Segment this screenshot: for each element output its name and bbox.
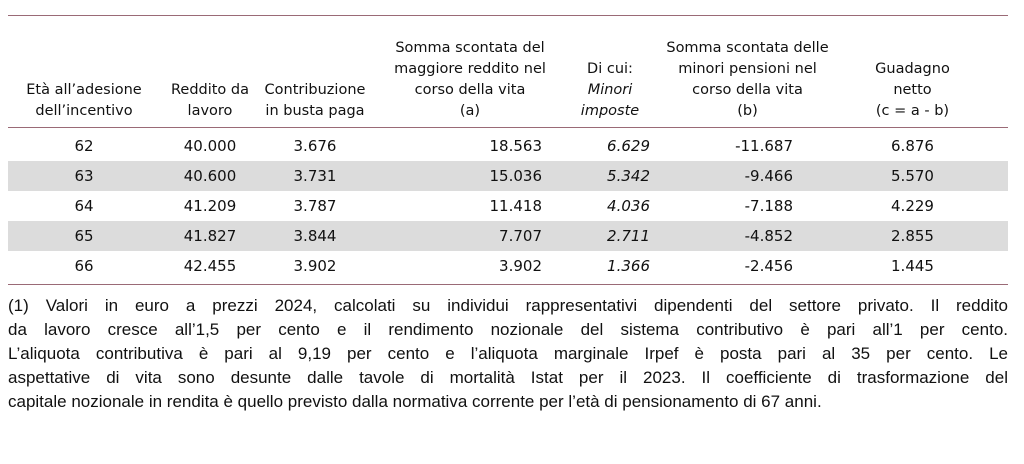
- cell-reddito: 42.455: [183, 257, 237, 275]
- cell-reddito: 41.827: [183, 227, 237, 245]
- cell-somma-b: -2.456: [744, 257, 793, 275]
- cell-reddito: 41.209: [183, 197, 237, 215]
- table-header-rule: [8, 127, 1008, 128]
- table-row: [8, 161, 1008, 191]
- table-bottom-rule: [8, 284, 1008, 285]
- cell-reddito: 40.000: [183, 137, 237, 155]
- footnote-line: L’aliquota contributiva è pari al 9,19 per cento e l’aliquota marginale Irpef è posta pari al 35 per cento. Le: [8, 344, 1008, 363]
- cell-minori-imposte: 2.711: [607, 227, 650, 245]
- cell-somma-a: 3.902: [499, 257, 542, 275]
- header-reddito: Reddito da lavoro: [170, 82, 250, 119]
- cell-minori-imposte: 5.342: [607, 167, 650, 185]
- cell-contribuzione: 3.787: [293, 197, 337, 215]
- cell-contribuzione: 3.731: [293, 167, 337, 185]
- table-row: [8, 251, 1008, 281]
- table-body: [8, 131, 1008, 281]
- cell-minori-imposte: 1.366: [607, 257, 650, 275]
- cell-somma-a: 18.563: [489, 137, 542, 155]
- table-row: [8, 221, 1008, 251]
- cell-guadagno: 6.876: [891, 137, 934, 155]
- cell-minori-imposte: 6.629: [607, 137, 650, 155]
- cell-somma-a: 15.036: [489, 167, 542, 185]
- cell-somma-b: -9.466: [744, 167, 793, 185]
- cell-guadagno: 1.445: [891, 257, 934, 275]
- footnote-line: aspettative di vita sono desunte dalle tavole di mortalità Istat per il 2023. Il coefficiente di trasformazione del: [8, 368, 1008, 387]
- cell-somma-b: -11.687: [735, 137, 793, 155]
- footnote: [8, 294, 1008, 414]
- cell-somma-b: -4.852: [744, 227, 793, 245]
- cell-guadagno: 2.855: [891, 227, 934, 245]
- cell-contribuzione: 3.902: [293, 257, 337, 275]
- header-somma-a: Somma scontata del maggiore reddito nel corso della vita (a): [394, 40, 546, 119]
- table-header: [8, 16, 1008, 127]
- table-row: [8, 131, 1008, 161]
- cell-contribuzione: 3.844: [293, 227, 337, 245]
- cell-reddito: 40.600: [183, 167, 237, 185]
- cell-guadagno: 5.570: [891, 167, 934, 185]
- cell-somma-a: 11.418: [489, 197, 542, 215]
- header-minori-imposte: Di cui: Minori imposte: [580, 61, 640, 119]
- cell-eta: 66: [74, 257, 94, 275]
- cell-guadagno: 4.229: [891, 197, 934, 215]
- footnote-line: da lavoro cresce all’1,5 per cento e il rendimento nozionale del sistema contributivo è pari all’1 per cento.: [8, 320, 1008, 339]
- header-contribuzione: Contribuzione in busta paga: [264, 82, 366, 119]
- header-eta: Età all’adesione dell’incentivo: [26, 82, 142, 119]
- cell-eta: 64: [74, 197, 94, 215]
- cell-somma-a: 7.707: [499, 227, 542, 245]
- cell-somma-b: -7.188: [744, 197, 793, 215]
- header-guadagno: Guadagno netto (c = a - b): [875, 61, 950, 119]
- cell-minori-imposte: 4.036: [607, 197, 650, 215]
- cell-eta: 63: [74, 167, 94, 185]
- header-somma-b: Somma scontata delle minori pensioni nel corso della vita (b): [666, 40, 829, 119]
- footnote-line: (1) Valori in euro a prezzi 2024, calcolati su individui rappresentativi dipendenti del settore privato. Il reddito: [8, 296, 1008, 315]
- cell-eta: 62: [74, 137, 94, 155]
- data-table: [8, 15, 1008, 285]
- cell-contribuzione: 3.676: [293, 137, 337, 155]
- footnote-line: capitale nozionale in rendita è quello previsto dalla normativa corrente per l’età di pensionamento di 67 anni.: [8, 392, 822, 411]
- table-row: [8, 191, 1008, 221]
- cell-eta: 65: [74, 227, 94, 245]
